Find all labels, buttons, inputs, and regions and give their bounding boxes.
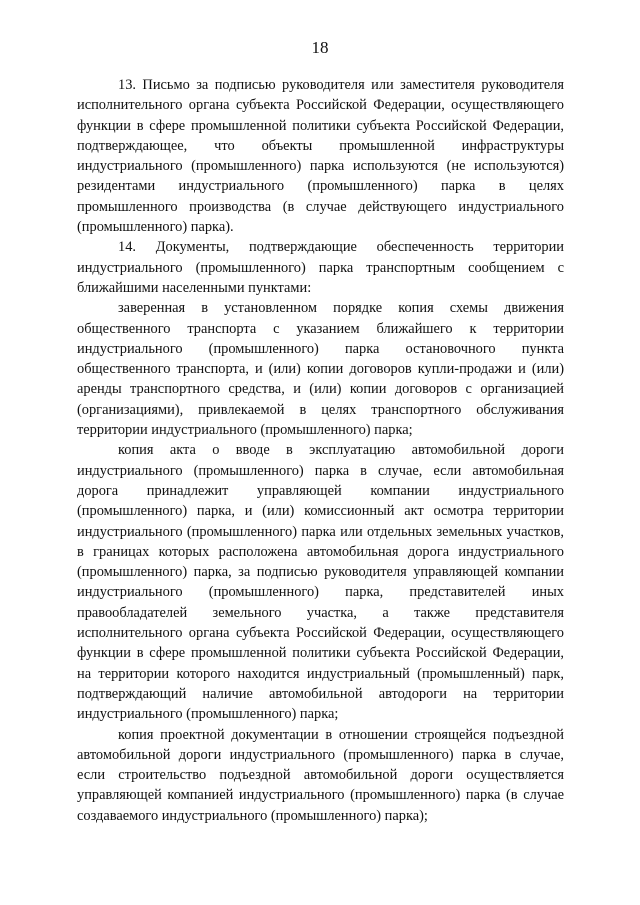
paragraph-transport-scheme: заверенная в установленном порядке копия схемы движения общественного транспорта с указанием ближайшего к территории индустриального (промышленного) парка остановочного пункта общественного транспорта, и (или) копии договоров купли-продажи и (или) аренды транспортного средства, и (или) копии договоров с организацией (организациями), привлекаемой в целях транспортного обслуживания территории индустриального (промышленного) парка;	[77, 300, 564, 439]
paragraph-road-commissioning-act: копия акта о вводе в эксплуатацию автомобильной дороги индустриального (промышленного) парка в случае, если автомобильная дорога принадлежит управляющей компании индустриального (промышленного) парка, и (или) комиссионный акт осмотра территории индустриального (промышленного) парка или отдельных земельных участков, в границах которых расположена автомобильная дорога индустриального (промышленного) парка, за подписью руководителя управляющей компании индустриального (промышленного) парка, представителей иных правообладателей земельного участка, а также представителя исполнительного органа субъекта Российской Федерации, осуществляющего функции в сфере промышленной политики субъекта Российской Федерации, на территории которого находится индустриальный (промышленный) парк, подтверждающий наличие автомобильной автодороги на территории индустриального (промышленного) парка;	[77, 442, 564, 723]
paragraph-item-14: 14. Документы, подтверждающие обеспеченность территории индустриального (промышленного) парка транспортным сообщением с ближайшими населенными пунктами:	[77, 239, 564, 296]
document-body	[77, 75, 564, 826]
paragraph-item-13: 13. Письмо за подписью руководителя или заместителя руководителя исполнительного органа субъекта Российской Федерации, осуществляющего функции в сфере промышленной политики субъекта Российской Федерации, подтверждающее, что объекты промышленной инфраструктуры индустриального (промышленного) парка используются (не используются) резидентами индустриального (промышленного) парка в целях промышленного производства (в случае действующего индустриального (промышленного) парка).	[77, 77, 564, 236]
page-number: 18	[311, 38, 329, 57]
paragraph-project-documentation: копия проектной документации в отношении строящейся подъездной автомобильной дороги индустриального (промышленного) парка в случае, если строительство подъездной автомобильной дороги осуществляется управляющей компанией индустриального (промышленного) парка (в случае создаваемого индустриального (промышленного) парка);	[77, 726, 564, 824]
